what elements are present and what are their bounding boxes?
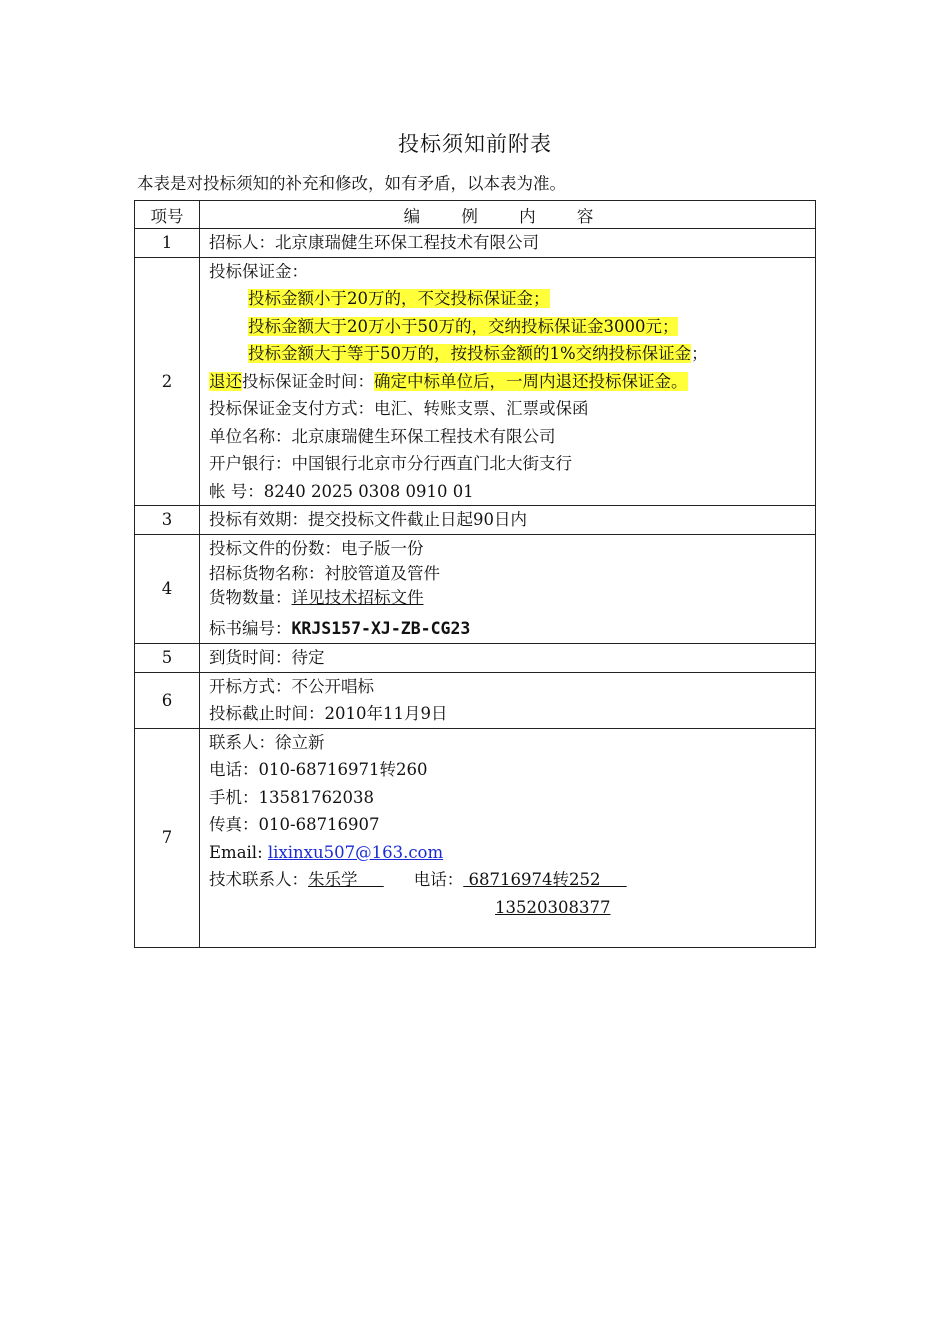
deposit-rule-1: 投标金额小于20万的，不交投标保证金；: [248, 289, 550, 308]
deposit-rule-3-end: ；: [691, 344, 708, 363]
table-row: [135, 672, 816, 728]
header-item-no: 项号: [135, 201, 200, 229]
payment-methods: 投标保证金支付方式：电汇、转账支票、汇票或保函: [209, 399, 589, 418]
contact-phone: 电话：010-68716971转260: [209, 760, 428, 779]
tenderer-line: 招标人：北京康瑞健生环保工程技术有限公司: [209, 233, 539, 252]
tech-mobile-line: [209, 894, 811, 922]
tech-contact-mobile: 13520308377: [495, 897, 611, 917]
contact-email: Email: lixinxu507@163.com: [209, 842, 444, 862]
row-number: 4: [135, 534, 200, 644]
contact-mobile: 手机：13581762038: [209, 787, 374, 807]
page-title: 投标须知前附表: [398, 132, 552, 156]
unit-name: 单位名称：北京康瑞健生环保工程技术有限公司: [209, 426, 556, 446]
validity-period: 投标有效期：提交投标文件截止日起90日内: [209, 510, 527, 529]
tech-contact: 技术联系人：朱乐学 电话： 68716974转252: [209, 866, 811, 894]
tender-info-table: [134, 200, 816, 948]
return-prefix: 退还: [209, 371, 242, 391]
contact-fax: 传真：010-68716907: [209, 815, 380, 834]
tech-contact-phone: 68716974转252: [468, 870, 601, 889]
row-number: 7: [135, 728, 200, 947]
tech-contact-name: 朱乐学: [308, 870, 358, 889]
bid-number: 标书编号：KRJS157-XJ-ZB-CG23: [209, 619, 471, 638]
intro-text: 本表是对投标须知的补充和修改，如有矛盾，以本表为准。: [137, 174, 566, 193]
email-link[interactable]: lixinxu507@163.com: [267, 842, 444, 862]
row-number: 6: [135, 672, 200, 728]
quantity-value: 详见技术招标文件: [291, 588, 424, 607]
table-row: [135, 728, 816, 947]
bid-number-value: KRJS157-XJ-ZB-CG23: [291, 619, 471, 638]
deposit-rule-3: 投标金额大于等于50万的，按投标金额的1%交纳投标保证金: [248, 344, 692, 363]
opening-method: 开标方式：不公开唱标: [209, 676, 374, 696]
account-number: 帐 号：8240 2025 0308 0910 01: [209, 481, 474, 501]
goods-quantity: 货物数量：详见技术招标文件: [209, 588, 424, 607]
return-value: 确定中标单位后，一周内退还投标保证金。: [374, 371, 688, 391]
deposit-label: 投标保证金：: [209, 261, 308, 281]
table-row: [135, 229, 816, 258]
table-row: [135, 644, 816, 673]
goods-name: 招标货物名称：衬胶管道及管件: [209, 564, 440, 583]
document-copies: 投标文件的份数：电子版一份: [209, 538, 424, 558]
row-number: 1: [135, 229, 200, 258]
bank-name: 开户银行：中国银行北京市分行西直门北大街支行: [209, 454, 572, 473]
bid-deadline: 投标截止时间：2010年11月9日: [209, 704, 448, 723]
deposit-return-line: [209, 368, 811, 396]
table-row: [135, 257, 816, 506]
row-number: 2: [135, 257, 200, 506]
contact-person: 联系人：徐立新: [209, 732, 325, 752]
return-label: 投标保证金时间：: [242, 371, 374, 391]
deposit-rule-2: 投标金额大于20万小于50万的，交纳投标保证金3000元；: [248, 316, 679, 336]
row-number: 5: [135, 644, 200, 673]
table-row: [135, 506, 816, 535]
delivery-time: 到货时间：待定: [209, 648, 325, 667]
row-number: 3: [135, 506, 200, 535]
table-row: [135, 534, 816, 644]
header-content: 编 例 内 容: [200, 201, 816, 229]
table-header-row: [135, 201, 816, 229]
